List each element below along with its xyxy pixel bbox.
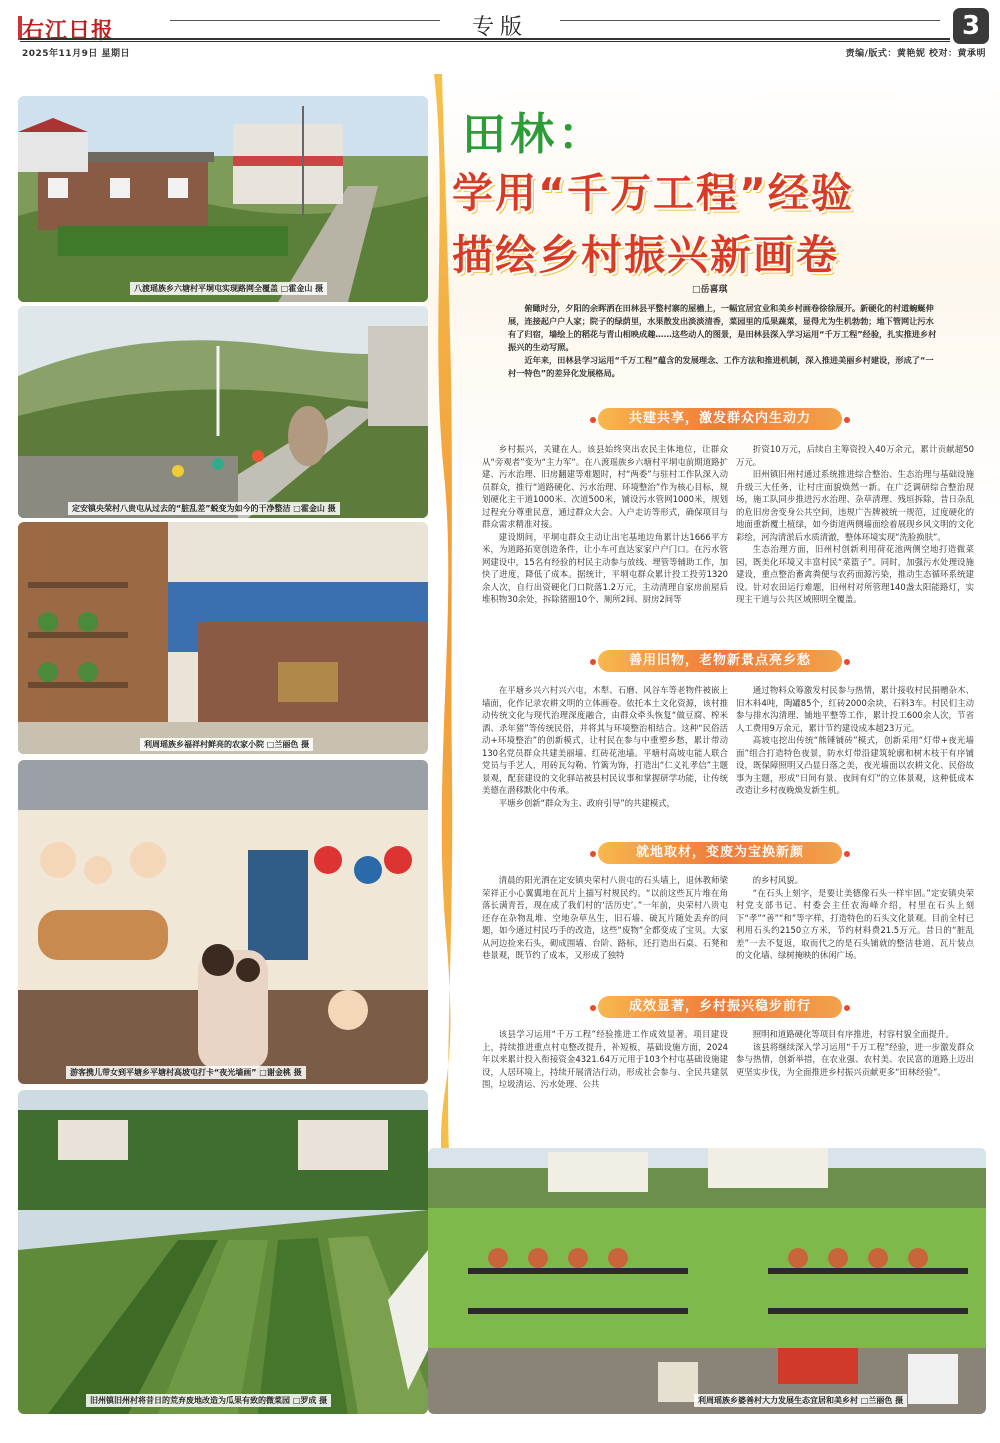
photo-village-road: [18, 96, 428, 302]
article-intro: [508, 302, 940, 380]
section-rule-right: [560, 20, 940, 21]
headline-main: 学用“千万工程”经验: [452, 169, 854, 217]
photo-courtyard: [18, 522, 428, 754]
photo-caption: 利周瑶族乡婆善村大力发展生态宜居和美乡村 □兰丽色 摄: [694, 1394, 907, 1407]
decorative-ribbon: [430, 74, 454, 1174]
body-paragraph: 清晨的阳光洒在定安镇央荣村八贵屯的石头墙上，退休教师梁荣祥正小心翼翼地在瓦片上描写村规民约。“以前这些瓦片堆在角落长满青苔，现在成了我们村的‘活历史’。”一年前，央荣村八贵屯还存在杂物乱堆、空地杂草丛生，旧石墙、破瓦片随处丢弃的问题，如今通过村民巧手的改造，这些“废物”全都变成了宝贝。大家从河边捡来石头，砌成围墙、台阶、路标，还打造出石桌、石凳和巷景观，既节约了成本，又形成了独特: [482, 875, 728, 960]
masthead-rule: [20, 38, 950, 40]
body-paragraph: 乡村振兴，关键在人。该县始终突出农民主体地位，让群众从“旁观者”变为“主力军”。在八渡瑶族乡六塘村平垌屯前期道路扩建、污水治理、旧房翻建等难题时，村“两委”与驻村工作队深入动员群众，推行“道路硬化、污水治理、环境整治”作为核心目标，规划硬化主干道1000米、次道500米，铺设污水管网1000米，规划过程充分尊重民意，通过群众大会、入户走访等形式，确保项目与群众需求精准对接。: [482, 444, 728, 529]
article-column: [736, 1028, 974, 1078]
body-paragraph: 照明和道路硬化等项目有序推进，村容村貌全面提升。: [752, 1029, 954, 1039]
page-number-badge: 3: [953, 8, 989, 44]
masthead-rule-thin: [20, 41, 950, 42]
section-rule-left: [170, 20, 440, 21]
section-name: 专版: [471, 15, 528, 40]
photo-caption: 游客携儿带女到平塘乡平塘村高坡屯打卡“夜光墙画” □谢金桃 摄: [66, 1066, 306, 1079]
body-paragraph: 的乡村风貌。: [752, 875, 804, 885]
photo-caption: 定安镇央荣村八贵屯从过去的“脏乱差”蜕变为如今的干净整洁 □霍金山 摄: [68, 502, 340, 515]
section-heading: 善用旧物，老物新景点亮乡愁: [598, 650, 842, 672]
article-column: [482, 443, 728, 606]
body-paragraph: 生态治理方面，旧州村创新利用荷花池两侧空地打造微菜园，既美化环境又丰富村民“菜篮子”。同时，加强污水处理设施建设，重点整治畜禽粪便与农药面源污染，推动生态循环系统建设。针对农田运行难题，旧州村对所管理140盏太阳能路灯，实现主干道与公共区域照明全覆盖。: [736, 544, 974, 604]
author-byline: □岳喜琪: [692, 285, 728, 295]
photo-caption: 旧州镇旧州村将昔日的荒弃废地改造为瓜果有致的微菜园 □罗成 摄: [86, 1394, 331, 1407]
section-heading: 成效显著，乡村振兴稳步前行: [598, 996, 842, 1018]
body-paragraph: 平塘乡创新“群众为主、政府引导”的共建模式，: [498, 797, 675, 808]
editor-credits: 责编/版式：黄艳妮 校对：黄承明: [845, 49, 986, 59]
body-paragraph: 高坡屯挖出传统“熊锤铺砖”模式，创新采用“灯带+夜光墙面”组合打造特色夜景，防水灯带沿建筑轮廓和树木枝干有序铺设，既保障照明又凸显日落之美，夜光墙面以农耕文化、民俗故事为主题，形成“日间有景、夜间有灯”的立体景观，这种低成本改造让乡村夜晚焕发新生机。: [736, 735, 974, 795]
photo-caption: 八渡瑶族乡六塘村平垌屯实现路网全覆盖 □霍金山 摄: [130, 282, 327, 295]
photo-potted-plants: [428, 1148, 986, 1414]
intro-paragraph: 近年来，田林县学习运用“千万工程”蕴含的发展理念、工作方法和推进机制，深入推进美丽乡村建设，形成了“一村一特色”的差异化发展格局。: [508, 355, 934, 378]
body-paragraph: 在平塘乡兴六村兴六屯，木犁、石磨、风谷车等老物件被嵌上墙面，化作记录农耕文明的立体画卷。依托本土文化资源，该村推动传统文化与现代治理深度融合，由群众牵头恢复“做豆腐、榨米酒、杀年猪”等传统民俗，并将其与环境整治相结合。这种“民俗活动+环境整治”的创新模式，让村民在参与中重塑乡愁，累计带动130名党员群众共建美丽墙、红砖花池墙。平塘村高坡屯能人联合党员与手艺人，用砖瓦勾勒、竹篱为饰，打造出“仁义礼孝信”主题景观，配套建设的文化驿站被县村民议事和掌握研学功能，让传统美德在潜移默化中传承。: [482, 685, 728, 795]
newspaper-logo: 右江日报: [22, 14, 114, 45]
body-paragraph: 折资10万元，后续自主筹资投入40万余元，累计贡献超50万元。: [736, 444, 974, 467]
photo-vegetable-garden: [18, 1090, 428, 1414]
article-column: [482, 1028, 728, 1091]
photo-mural-wall: [18, 760, 428, 1084]
article-column: [482, 684, 728, 809]
headline-county-name: 田林：: [462, 109, 606, 160]
body-paragraph: 通过物料众筹激发村民参与热情，累计接收村民捐赠杂木、旧木料4吨，陶罐85个，红砖2000余块，石料3车。村民们主动参与排水沟清理、铺地平整等工作，累计投工600余人次，节省人工费用9万余元，累计节约建设成本超23万元。: [736, 685, 974, 733]
article-column: [736, 443, 974, 606]
body-paragraph: “在石头上刻字，是要让美德像石头一样牢固。”定安镇央荣村党支部书记、村委会主任农海峰介绍，村里在石头上刻下“孝”“善”“和”等字样，打造特色的石头文化景观。目前全村已利用石头约2150立方米，节约材料费21.5万元。昔日的“脏乱差”一去不复返，取而代之的是石头铺就的整洁巷道、瓦片装点的文化墙、绿树掩映的休闲广场。: [736, 887, 974, 960]
intro-paragraph: 俯瞰时分，夕阳的余晖洒在田林县平整村寨的屋檐上，一幅宜居宜业和美乡村画卷徐徐展开。新硬化的村道蜿蜒伸展，连接起户户人家；院子的绿荫里，水果散发出淡淡清香，菜园里的瓜果蔬菜，显得尤为生机勃勃；地下管网让污水有了归宿，墙绘上的稻花与青山相映成趣……这些动人的图景，是田林县深入学习运用“千万工程”经验，扎实推进乡村振兴的生动写照。: [508, 303, 937, 352]
body-paragraph: 该县将继续深入学习运用“千万工程”经验，进一步激发群众参与热情，创新举措，在农业强、农村美、农民富的道路上迈出更坚实步伐，为全面推进乡村振兴贡献更多“田林经验”。: [736, 1041, 974, 1077]
body-paragraph: 该县学习运用“千万工程”经验推进工作成效显著。项目建设上，持续推进重点村屯整改提升，补短板，基础设施方面，2024年以来累计投入衔接资金4321.64万元用于103个村屯基础设施建设，人居环境上，持续开展清洁行动，形成社会参与、全民共建氛围，垃圾清运、污水处理、公共: [482, 1029, 728, 1089]
article-column: [736, 874, 974, 962]
article-column: [736, 684, 974, 797]
body-paragraph: 建设期间，平垌屯群众主动让出宅基地边角累计达1666平方米，为道路拓宽创造条件，让小车可直达家家户户门口。在污水管网建设中，15名有经验的村民主动参与放线、埋管等辅助工作，加快了进度，降低了成本。据统计，平垌屯群众累计投工投劳1320余人次，自行出资硬化门口院落1.2万元，主动清理自家房前屋后堆积物30余处，拆除猪圈10个、厕所2间、厨房2间等: [482, 531, 728, 604]
section-heading: 就地取材，变废为宝换新颜: [598, 842, 842, 864]
photo-mountain-road: [18, 306, 428, 518]
masthead: [0, 0, 1000, 64]
article-column: [482, 874, 728, 962]
photo-caption: 利周瑶族乡福祥村鲜亮的农家小院 □兰丽色 摄: [140, 738, 313, 751]
headline-subtitle: 描绘乡村振兴新画卷: [452, 231, 839, 279]
section-heading: 共建共享，激发群众内生动力: [598, 408, 842, 430]
issue-date: 2025年11月9日 星期日: [22, 49, 130, 59]
body-paragraph: 旧州镇旧州村通过系统推进综合整治、生态治理与基础设施升级三大任务，让村庄面貌焕然一新。在广泛调研综合整治现场，施工队同步推进污水治理、杂草清理、残垣拆除，昔日杂乱的危旧房舍变身公共空间，违规广告牌被统一规范，过度硬化的地面重新覆土植绿，如今街道两侧墙面绘着展现乡风文明的文化彩绘，河沟清淤后水质清澈，整体环境实现“洗脸换肤”。: [736, 469, 974, 542]
